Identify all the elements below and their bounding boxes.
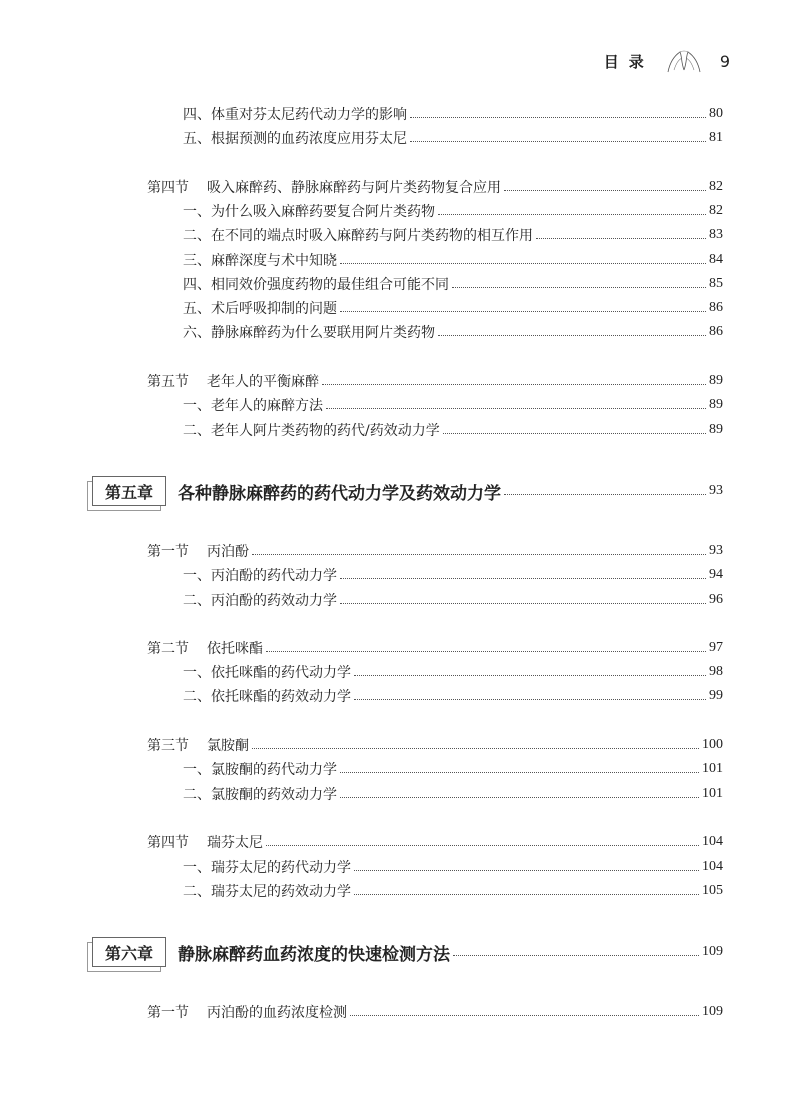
toc-item[interactable] bbox=[183, 128, 723, 148]
toc-page-number: 89 bbox=[709, 397, 723, 412]
header-title: 目录 bbox=[603, 52, 654, 71]
toc-page-number: 80 bbox=[709, 106, 723, 121]
dot-leader bbox=[350, 1015, 699, 1016]
toc-page-number: 104 bbox=[702, 859, 723, 874]
dot-leader bbox=[340, 772, 699, 773]
toc-section-label bbox=[147, 177, 501, 197]
chapter-title: 各种静脉麻醉药的药代动力学及药效动力学 bbox=[178, 483, 501, 504]
dot-leader bbox=[504, 494, 706, 495]
toc-page-number: 101 bbox=[702, 761, 723, 776]
toc-page-number: 89 bbox=[709, 373, 723, 388]
dot-leader bbox=[322, 384, 706, 385]
section-title: 依托咪酯 bbox=[207, 641, 263, 657]
toc-item[interactable] bbox=[183, 225, 723, 245]
toc-page-number: 83 bbox=[709, 227, 723, 242]
toc-item[interactable] bbox=[183, 590, 723, 610]
toc-page-number: 101 bbox=[702, 786, 723, 801]
dot-leader bbox=[536, 238, 706, 239]
toc-item[interactable] bbox=[183, 104, 723, 124]
toc-page-number: 93 bbox=[709, 483, 723, 498]
toc-page-number: 99 bbox=[709, 688, 723, 703]
toc-item-label: 二、依托咪酯的药效动力学 bbox=[183, 689, 351, 705]
toc-page-number: 109 bbox=[702, 944, 723, 959]
toc-section-label bbox=[147, 1002, 347, 1022]
toc-page-number: 89 bbox=[709, 422, 723, 437]
section-title: 瑞芬太尼 bbox=[207, 835, 263, 851]
toc-section[interactable] bbox=[147, 735, 723, 755]
toc-item[interactable] bbox=[183, 565, 723, 585]
toc-item-label: 二、在不同的端点时吸入麻醉药与阿片类药物的相互作用 bbox=[183, 228, 533, 244]
dot-leader bbox=[410, 117, 706, 118]
toc-item-label: 四、相同效价强度药物的最佳组合可能不同 bbox=[183, 277, 449, 293]
toc-item[interactable] bbox=[183, 322, 723, 342]
toc-section-label bbox=[147, 832, 263, 852]
toc-section[interactable] bbox=[147, 1002, 723, 1022]
toc-item-label: 三、麻醉深度与术中知晓 bbox=[183, 253, 337, 269]
section-title: 丙泊酚 bbox=[207, 544, 249, 560]
toc-item[interactable] bbox=[183, 881, 723, 901]
section-number: 第四节 bbox=[147, 835, 189, 851]
dot-leader bbox=[266, 845, 699, 846]
dot-leader bbox=[443, 433, 706, 434]
section-number: 第一节 bbox=[147, 544, 189, 560]
dot-leader bbox=[340, 311, 706, 312]
toc-page-number: 100 bbox=[702, 737, 723, 752]
dot-leader bbox=[453, 955, 699, 956]
toc-item-label: 一、瑞芬太尼的药代动力学 bbox=[183, 860, 351, 876]
toc-item-label: 六、静脉麻醉药为什么要联用阿片类药物 bbox=[183, 325, 435, 341]
section-number: 第二节 bbox=[147, 641, 189, 657]
dot-leader bbox=[354, 699, 706, 700]
toc-item[interactable] bbox=[183, 857, 723, 877]
toc-item[interactable] bbox=[183, 686, 723, 706]
toc-page-number: 86 bbox=[709, 324, 723, 339]
dot-leader bbox=[438, 214, 706, 215]
toc-item[interactable] bbox=[183, 759, 723, 779]
toc-section-label bbox=[147, 735, 249, 755]
toc-section[interactable] bbox=[147, 832, 723, 852]
dot-leader bbox=[354, 675, 706, 676]
dot-leader bbox=[252, 554, 706, 555]
section-number: 第四节 bbox=[147, 180, 189, 196]
toc-page-number: 93 bbox=[709, 543, 723, 558]
toc-section-label bbox=[147, 638, 263, 658]
toc-item-label: 一、丙泊酚的药代动力学 bbox=[183, 568, 337, 584]
toc-item-label: 五、根据预测的血药浓度应用芬太尼 bbox=[183, 131, 407, 147]
section-title: 吸入麻醉药、静脉麻醉药与阿片类药物复合应用 bbox=[207, 180, 501, 196]
toc-page-number: 97 bbox=[709, 640, 723, 655]
toc-page-number: 98 bbox=[709, 664, 723, 679]
dot-leader bbox=[354, 870, 699, 871]
toc-item-label: 五、术后呼吸抑制的问题 bbox=[183, 301, 337, 317]
toc-item-label: 一、依托咪酯的药代动力学 bbox=[183, 665, 351, 681]
toc-item[interactable] bbox=[183, 274, 723, 294]
toc-page-number: 85 bbox=[709, 276, 723, 291]
toc-item[interactable] bbox=[183, 784, 723, 804]
section-number: 第一节 bbox=[147, 1005, 189, 1021]
toc-item[interactable] bbox=[183, 298, 723, 318]
toc-item-label: 二、老年人阿片类药物的药代/药效动力学 bbox=[183, 423, 440, 439]
toc-chapter[interactable] bbox=[92, 473, 723, 509]
toc-page-number: 104 bbox=[702, 834, 723, 849]
toc-item-label: 一、氯胺酮的药代动力学 bbox=[183, 762, 337, 778]
section-number: 第三节 bbox=[147, 738, 189, 754]
dot-leader bbox=[340, 603, 706, 604]
toc-section[interactable] bbox=[147, 638, 723, 658]
toc-item[interactable] bbox=[183, 420, 723, 440]
chapter-title: 静脉麻醉药血药浓度的快速检测方法 bbox=[178, 944, 450, 965]
dot-leader bbox=[340, 797, 699, 798]
toc-section-label bbox=[147, 371, 319, 391]
toc-page-number: 81 bbox=[709, 130, 723, 145]
toc-section[interactable] bbox=[147, 371, 723, 391]
toc-item-label: 一、老年人的麻醉方法 bbox=[183, 398, 323, 414]
toc-item-label: 二、丙泊酚的药效动力学 bbox=[183, 593, 337, 609]
toc-section[interactable] bbox=[147, 177, 723, 197]
toc-item[interactable] bbox=[183, 662, 723, 682]
toc-page-number: 82 bbox=[709, 203, 723, 218]
page-header bbox=[604, 48, 730, 74]
toc-page-number: 82 bbox=[709, 179, 723, 194]
section-number: 第五节 bbox=[147, 374, 189, 390]
hands-ornament-icon bbox=[664, 48, 704, 74]
dot-leader bbox=[504, 190, 706, 191]
dot-leader bbox=[452, 287, 706, 288]
section-title: 丙泊酚的血药浓度检测 bbox=[207, 1005, 347, 1021]
toc-item[interactable] bbox=[183, 395, 723, 415]
toc-page-number: 84 bbox=[709, 252, 723, 267]
chapter-number-box: 第六章 bbox=[92, 937, 166, 967]
toc-item[interactable] bbox=[183, 201, 723, 221]
dot-leader bbox=[266, 651, 706, 652]
dot-leader bbox=[438, 335, 706, 336]
dot-leader bbox=[326, 408, 706, 409]
toc-section[interactable] bbox=[147, 541, 723, 561]
toc-page-number: 94 bbox=[709, 567, 723, 582]
section-title: 老年人的平衡麻醉 bbox=[207, 374, 319, 390]
toc-chapter[interactable] bbox=[92, 934, 723, 970]
dot-leader bbox=[252, 748, 699, 749]
toc-item[interactable] bbox=[183, 250, 723, 270]
dot-leader bbox=[410, 141, 706, 142]
toc-item-label: 二、瑞芬太尼的药效动力学 bbox=[183, 884, 351, 900]
toc-page-number: 96 bbox=[709, 592, 723, 607]
section-title: 氯胺酮 bbox=[207, 738, 249, 754]
chapter-number-box: 第五章 bbox=[92, 476, 166, 506]
toc-item-label: 四、体重对芬太尼药代动力学的影响 bbox=[183, 107, 407, 123]
toc-section-label bbox=[147, 541, 249, 561]
dot-leader bbox=[354, 894, 699, 895]
dot-leader bbox=[340, 263, 706, 264]
toc-item-label: 二、氯胺酮的药效动力学 bbox=[183, 787, 337, 803]
toc-page-number: 86 bbox=[709, 300, 723, 315]
toc-item-label: 一、为什么吸入麻醉药要复合阿片类药物 bbox=[183, 204, 435, 220]
toc-page-number: 105 bbox=[702, 883, 723, 898]
toc-page-number: 109 bbox=[702, 1004, 723, 1019]
dot-leader bbox=[340, 578, 706, 579]
header-page-number: 9 bbox=[719, 51, 730, 71]
